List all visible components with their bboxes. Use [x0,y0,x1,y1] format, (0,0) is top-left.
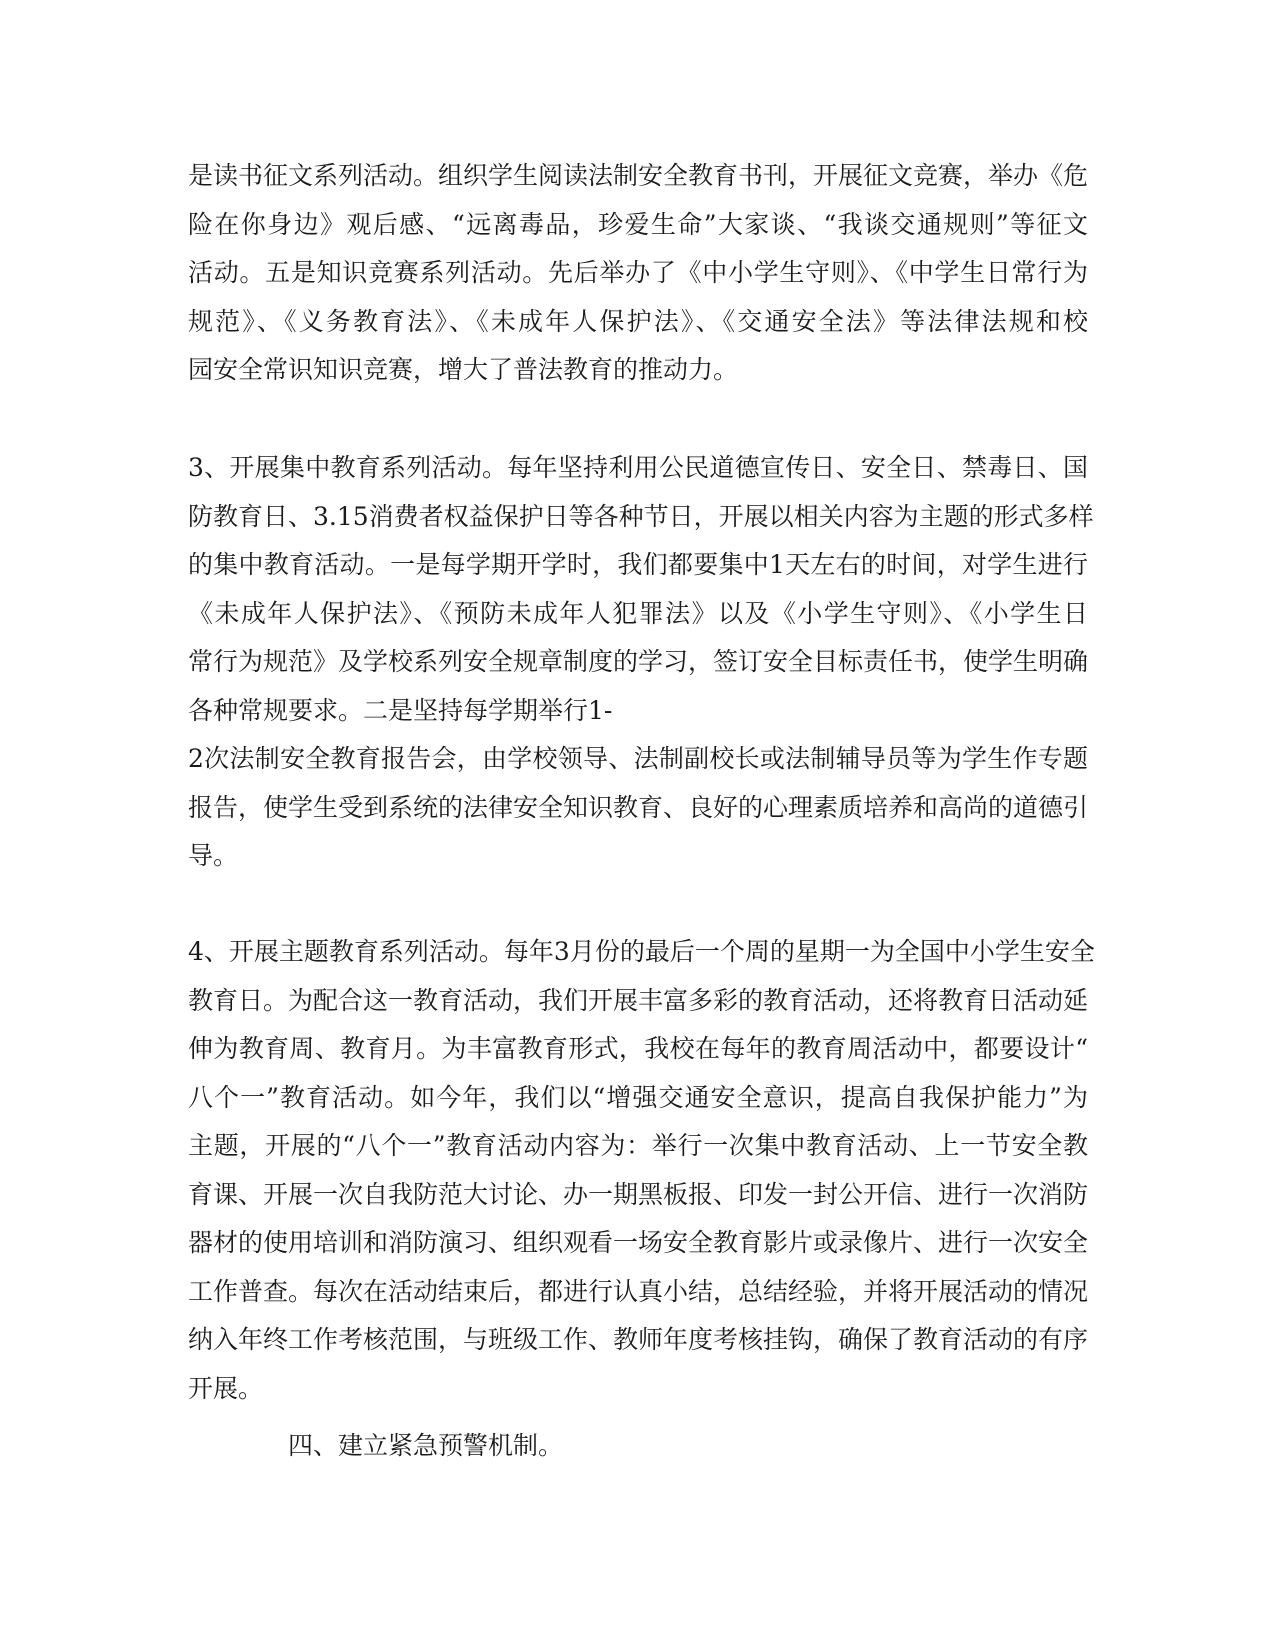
text-line: 各种常规要求。二是坚持每学期举行1- [188,695,613,725]
text-line: 3、开展集中教育系列活动。每年坚持利用公民道德宣传日、安全日、禁毒日、国 [188,453,1088,482]
text-line: 险在你身边》观后感、“远离毒品，珍爱生命”大家谈、“我谈交通规则”等征文 [188,209,1088,239]
text-line: 器材的使用培训和消防演习、组织观看一场安全教育影片或录像片、进行一次安全 [188,1228,1089,1257]
text-line: 教育日。为配合这一教育活动，我们开展丰富多彩的教育活动，还将教育日活动延 [188,985,1089,1015]
paragraph-theme-education [188,928,1095,1413]
text-line: 是读书征文系列活动。组织学生阅读法制安全教育书刊，开展征文竞赛，举办《危 [188,161,1089,190]
text-line: 常行为规范》及学校系列安全规章制度的学习，签订安全目标责任书，使学生明确 [188,647,1089,676]
text-line: 开展。 [188,1373,264,1403]
text-line: 园安全常识知识竞赛，增大了普法教育的推动力。 [188,355,739,384]
paragraph-centralized-education [188,444,1094,881]
text-line: 八个一”教育活动。如今年，我们以“增强交通安全意识，提高自我保护能力”为 [188,1082,1088,1112]
text-line: 4、开展主题教育系列活动。每年3月份的最后一个周的星期一为全国中小学生安全 [188,937,1095,966]
text-line: 《未成年人保护法》、《预防未成年人犯罪法》以及《小学生守则》、《小学生日 [188,598,1088,628]
text-line: 导。 [188,841,239,870]
text-line: 的集中教育活动。一是每学期开学时，我们都要集中1天左右的时间，对学生进行 [188,550,1088,579]
text-line: 规范》、《义务教育法》、《未成年人保护法》、《交通安全法》等法律法规和校 [188,306,1088,336]
paragraph-reading-essay-activities [188,152,1088,395]
text-line: 2次法制安全教育报告会，由学校领导、法制副校长或法制辅导员等为学生作专题 [188,744,1088,773]
text-line: 工作普查。每次在活动结束后，都进行认真小结，总结经验，并将开展活动的情况 [188,1276,1089,1306]
section-heading: 四、建立紧急预警机制。 [288,1431,564,1460]
text-line: 主题，开展的“八个一”教育活动内容为：举行一次集中教育活动、上一节安全教 [188,1131,1088,1160]
text-line: 育课、开展一次自我防范大讨论、办一期黑板报、印发一封公开信、进行一次消防 [188,1179,1089,1209]
text-line: 报告，使学生受到系统的法律安全知识教育、良好的心理素质培养和高尚的道德引 [188,792,1089,822]
text-line: 纳入年终工作考核范围，与班级工作、教师年度考核挂钩，确保了教育活动的有序 [188,1325,1089,1354]
text-line: 伸为教育周、教育月。为丰富教育形式，我校在每年的教育周活动中，都要设计“ [188,1034,1088,1063]
text-line: 活动。五是知识竞赛系列活动。先后举办了《中小学生守则》、《中学生日常行为 [188,258,1088,287]
text-line: 防教育日、3.15消费者权益保护日等各种节日，开展以相关内容为主题的形式多样 [188,501,1094,531]
